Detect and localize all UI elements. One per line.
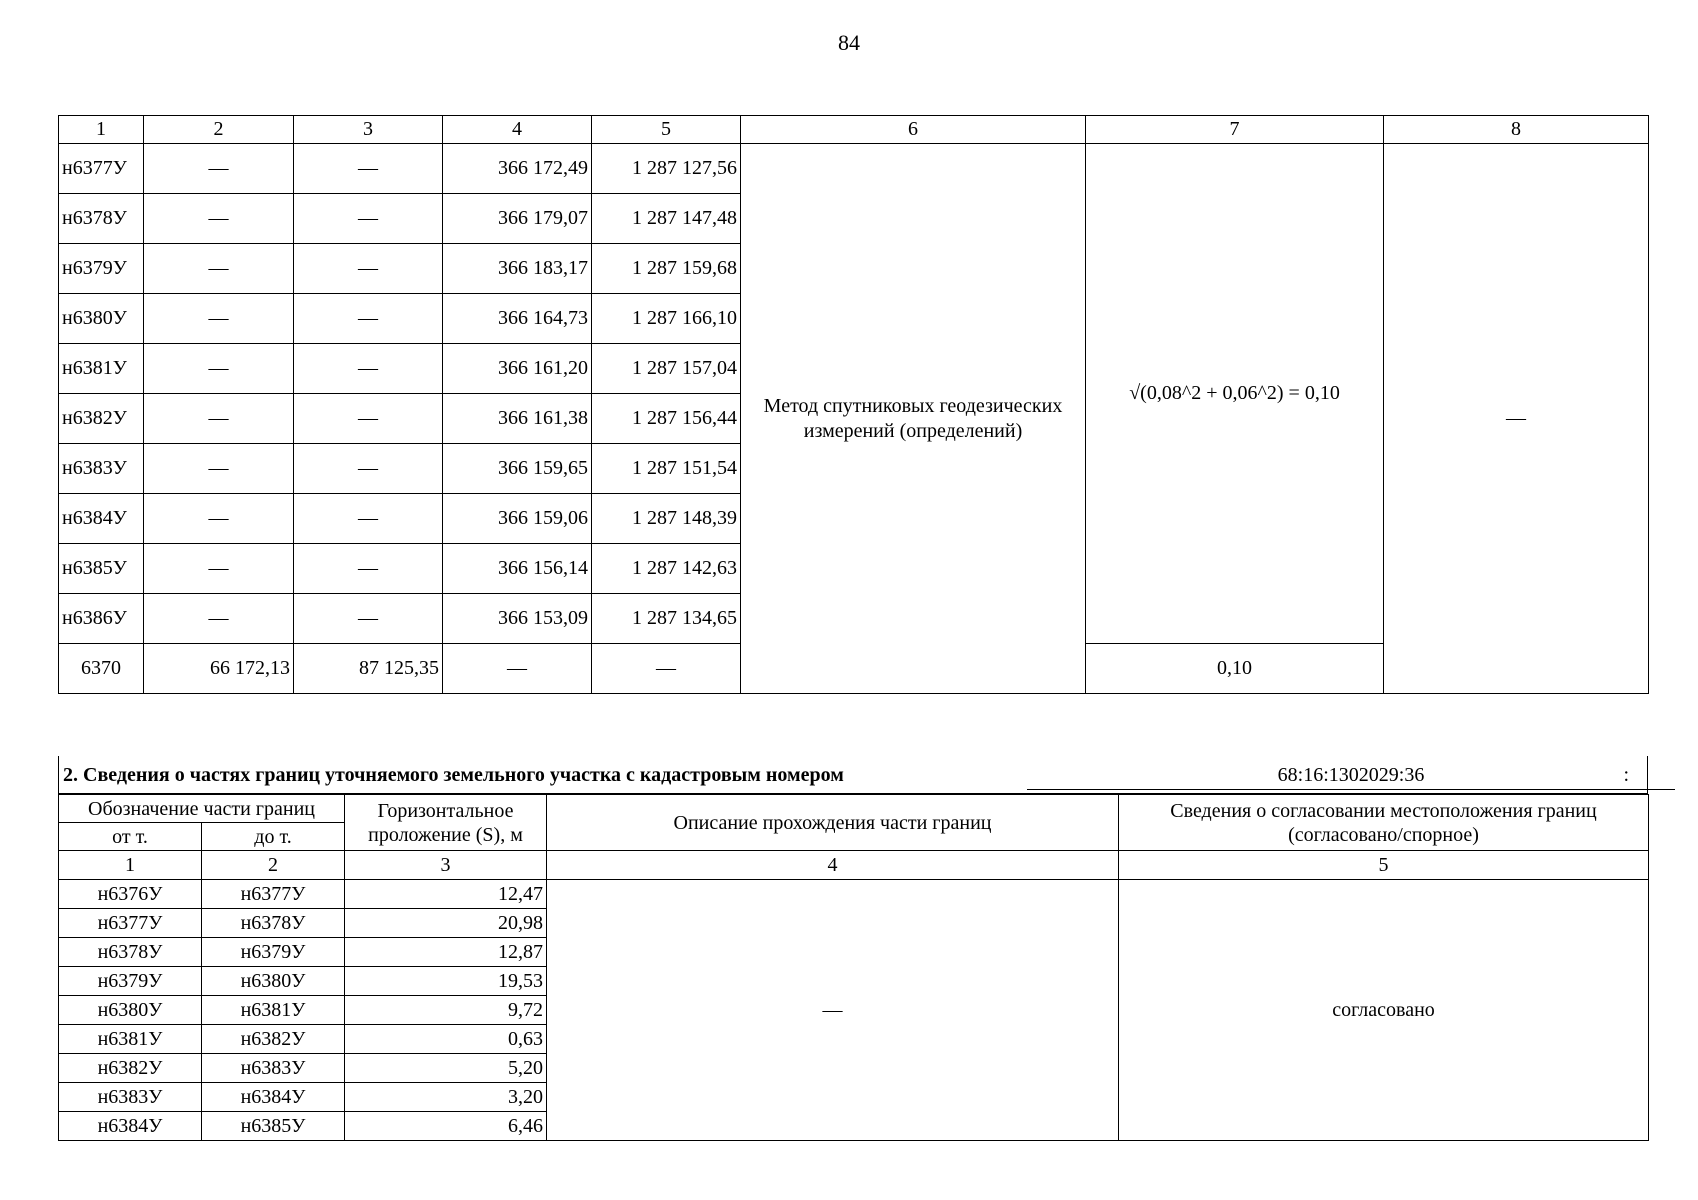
from-header: от т. xyxy=(59,823,202,851)
horizontal-distance-cell: 6,46 xyxy=(345,1112,547,1141)
cadastral-number: 68:16:1302029:36 xyxy=(1027,764,1675,790)
section-2-title: 2. Сведения о частях границ уточняемого земельного участка с кадастровым номером xyxy=(63,764,844,786)
x-coordinate-cell: 366 179,07 xyxy=(443,194,592,244)
from-point-cell: н6380У xyxy=(59,996,202,1025)
column-number: 5 xyxy=(592,116,741,144)
to-point-cell: н6378У xyxy=(202,909,345,938)
horizontal-distance-cell: 5,20 xyxy=(345,1054,547,1083)
x-coordinate-cell: 366 161,38 xyxy=(443,394,592,444)
point-name-cell: н6385У xyxy=(59,544,144,594)
coordinates-table xyxy=(58,115,1649,694)
column-number: 5 xyxy=(1119,851,1649,880)
point-name-cell: н6381У xyxy=(59,344,144,394)
y-coordinate-cell: 1 287 166,10 xyxy=(592,294,741,344)
description-cell: — xyxy=(547,880,1119,1141)
column-number: 7 xyxy=(1086,116,1384,144)
y-coordinate-cell: 1 287 157,04 xyxy=(592,344,741,394)
horizontal-distance-cell: 20,98 xyxy=(345,909,547,938)
from-point-cell: н6384У xyxy=(59,1112,202,1141)
from-point-cell: н6383У xyxy=(59,1083,202,1112)
point-name-cell: н6382У xyxy=(59,394,144,444)
y-coordinate-cell: — xyxy=(592,644,741,694)
col2-cell: — xyxy=(144,244,294,294)
to-point-cell: н6383У xyxy=(202,1054,345,1083)
col2-cell: 66 172,13 xyxy=(144,644,294,694)
col3-cell: — xyxy=(294,344,443,394)
to-point-cell: н6381У xyxy=(202,996,345,1025)
to-point-cell: н6385У xyxy=(202,1112,345,1141)
y-coordinate-cell: 1 287 151,54 xyxy=(592,444,741,494)
horizontal-distance-cell: 3,20 xyxy=(345,1083,547,1112)
from-point-cell: н6382У xyxy=(59,1054,202,1083)
agreement-header: Сведения о согласовании местоположения границ (согласовано/спорное) xyxy=(1119,795,1649,851)
col3-cell: 87 125,35 xyxy=(294,644,443,694)
column-number: 4 xyxy=(547,851,1119,880)
from-point-cell: н6381У xyxy=(59,1025,202,1054)
y-coordinate-cell: 1 287 142,63 xyxy=(592,544,741,594)
column-number-row xyxy=(59,116,1649,144)
from-point-cell: н6376У xyxy=(59,880,202,909)
method-cell: Метод спутниковых геодезических измерений (определений) xyxy=(741,144,1086,694)
point-name-cell: н6380У xyxy=(59,294,144,344)
point-name-cell: н6383У xyxy=(59,444,144,494)
parts-column-number-row xyxy=(59,851,1649,880)
section-2-header xyxy=(58,756,1648,794)
y-coordinate-cell: 1 287 156,44 xyxy=(592,394,741,444)
col2-cell: — xyxy=(144,544,294,594)
col3-cell: — xyxy=(294,144,443,194)
col3-cell: — xyxy=(294,444,443,494)
table-row xyxy=(59,144,1649,194)
parts-header-row-1 xyxy=(59,795,1649,823)
col2-cell: — xyxy=(144,294,294,344)
accuracy-formula-cell: √(0,08^2 + 0,06^2) = 0,10 xyxy=(1086,144,1384,644)
column-number: 4 xyxy=(443,116,592,144)
col2-cell: — xyxy=(144,394,294,444)
column-number: 1 xyxy=(59,116,144,144)
to-point-cell: н6377У xyxy=(202,880,345,909)
column-number: 3 xyxy=(294,116,443,144)
from-point-cell: н6378У xyxy=(59,938,202,967)
point-name-cell: н6378У xyxy=(59,194,144,244)
boundary-parts-table xyxy=(58,794,1649,1141)
col2-cell: — xyxy=(144,444,294,494)
horizontal-distance-cell: 12,47 xyxy=(345,880,547,909)
horizontal-header: Горизонтальное проложение (S), м xyxy=(345,795,547,851)
y-coordinate-cell: 1 287 148,39 xyxy=(592,494,741,544)
point-name-cell: 6370 xyxy=(59,644,144,694)
col3-cell: — xyxy=(294,194,443,244)
x-coordinate-cell: 366 159,65 xyxy=(443,444,592,494)
from-point-cell: н6379У xyxy=(59,967,202,996)
col3-cell: — xyxy=(294,544,443,594)
horizontal-distance-cell: 9,72 xyxy=(345,996,547,1025)
table-row xyxy=(59,880,1649,909)
col3-cell: — xyxy=(294,494,443,544)
column-number: 8 xyxy=(1384,116,1649,144)
to-point-cell: н6382У xyxy=(202,1025,345,1054)
col2-cell: — xyxy=(144,344,294,394)
y-coordinate-cell: 1 287 147,48 xyxy=(592,194,741,244)
from-point-cell: н6377У xyxy=(59,909,202,938)
agreement-cell: согласовано xyxy=(1119,880,1649,1141)
x-coordinate-cell: 366 172,49 xyxy=(443,144,592,194)
to-header: до т. xyxy=(202,823,345,851)
to-point-cell: н6380У xyxy=(202,967,345,996)
y-coordinate-cell: 1 287 127,56 xyxy=(592,144,741,194)
y-coordinate-cell: 1 287 134,65 xyxy=(592,594,741,644)
col2-cell: — xyxy=(144,144,294,194)
column-number: 2 xyxy=(202,851,345,880)
x-coordinate-cell: 366 183,17 xyxy=(443,244,592,294)
x-coordinate-cell: 366 161,20 xyxy=(443,344,592,394)
colon: : xyxy=(1623,764,1629,786)
x-coordinate-cell: 366 164,73 xyxy=(443,294,592,344)
horizontal-distance-cell: 0,63 xyxy=(345,1025,547,1054)
x-coordinate-cell: 366 156,14 xyxy=(443,544,592,594)
point-name-cell: н6379У xyxy=(59,244,144,294)
accuracy-last-cell: 0,10 xyxy=(1086,644,1384,694)
y-coordinate-cell: 1 287 159,68 xyxy=(592,244,741,294)
horizontal-distance-cell: 12,87 xyxy=(345,938,547,967)
description-header: Описание прохождения части границ xyxy=(547,795,1119,851)
col3-cell: — xyxy=(294,294,443,344)
x-coordinate-cell: 366 153,09 xyxy=(443,594,592,644)
col3-cell: — xyxy=(294,244,443,294)
col2-cell: — xyxy=(144,594,294,644)
x-coordinate-cell: — xyxy=(443,644,592,694)
column-number: 2 xyxy=(144,116,294,144)
column-number: 1 xyxy=(59,851,202,880)
part-designation-header: Обозначение части границ xyxy=(59,795,345,823)
column-number: 6 xyxy=(741,116,1086,144)
col3-cell: — xyxy=(294,594,443,644)
col8-cell: — xyxy=(1384,144,1649,694)
to-point-cell: н6384У xyxy=(202,1083,345,1112)
horizontal-distance-cell: 19,53 xyxy=(345,967,547,996)
x-coordinate-cell: 366 159,06 xyxy=(443,494,592,544)
page-number: 84 xyxy=(838,30,860,55)
point-name-cell: н6377У xyxy=(59,144,144,194)
column-number: 3 xyxy=(345,851,547,880)
col2-cell: — xyxy=(144,494,294,544)
to-point-cell: н6379У xyxy=(202,938,345,967)
point-name-cell: н6384У xyxy=(59,494,144,544)
col3-cell: — xyxy=(294,394,443,444)
point-name-cell: н6386У xyxy=(59,594,144,644)
col2-cell: — xyxy=(144,194,294,244)
